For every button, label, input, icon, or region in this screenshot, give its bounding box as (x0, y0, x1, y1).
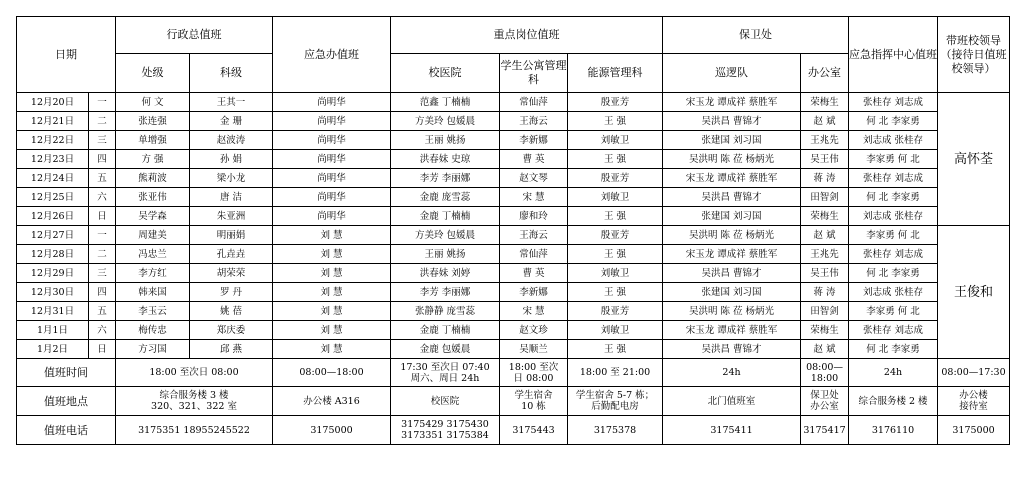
header-key-posts: 重点岗位值班 (391, 17, 663, 54)
cell-clinic: 方美玲 包媛晨 (391, 226, 500, 245)
header-clinic: 校医院 (391, 54, 500, 93)
cell-apt: 常仙萍 (500, 93, 568, 112)
cell-date: 12月25日 (17, 188, 89, 207)
cell-chu: 单增强 (116, 131, 190, 150)
cell-emg: 尚明华 (273, 150, 391, 169)
footer-leader-cell: 3175000 (938, 416, 1010, 445)
cell-energy: 王 强 (568, 245, 663, 264)
cell-office: 赵 斌 (801, 226, 849, 245)
table-row (17, 226, 1010, 245)
cell-office: 荣梅生 (801, 207, 849, 226)
cell-apt: 吴顺兰 (500, 340, 568, 359)
cell-patrol: 吴洪明 陈 莅 杨炳光 (663, 150, 801, 169)
cell-cmd: 李家勇 何 北 (849, 226, 938, 245)
cell-office: 吴王伟 (801, 264, 849, 283)
cell-cmd: 张桂存 刘志成 (849, 245, 938, 264)
cell-chu: 李方红 (116, 264, 190, 283)
cell-emg: 尚明华 (273, 131, 391, 150)
cell-apt: 王海云 (500, 226, 568, 245)
cell-emg: 刘 慧 (273, 302, 391, 321)
cell-date: 12月29日 (17, 264, 89, 283)
cell-office: 荣梅生 (801, 321, 849, 340)
cell-date: 12月21日 (17, 112, 89, 131)
footer-leader-cell: 办公楼 接待室 (938, 387, 1010, 416)
footer-clinic-cell: 17:30 至次日 07:40 周六、周日 24h (391, 359, 500, 387)
cell-ke: 郑庆委 (190, 321, 273, 340)
cell-patrol: 宋玉龙 谭成祥 蔡胜军 (663, 321, 801, 340)
table-row (17, 207, 1010, 226)
cell-emg: 刘 慧 (273, 321, 391, 340)
footer-cmd-cell: 3176110 (849, 416, 938, 445)
cell-apt: 王海云 (500, 112, 568, 131)
cell-office: 赵 斌 (801, 112, 849, 131)
cell-wd: 四 (89, 150, 116, 169)
duty-roster-table (16, 16, 1010, 445)
cell-emg: 尚明华 (273, 169, 391, 188)
footer-label: 值班时间 (17, 359, 116, 387)
cell-wd: 四 (89, 283, 116, 302)
cell-clinic: 张静静 庞雪蕊 (391, 302, 500, 321)
cell-cmd: 刘志成 张桂存 (849, 131, 938, 150)
cell-chu: 梅传忠 (116, 321, 190, 340)
cell-patrol: 张建国 刘习国 (663, 207, 801, 226)
cell-patrol: 吴洪昌 曹锦才 (663, 112, 801, 131)
footer-emg-cell: 办公楼 A316 (273, 387, 391, 416)
footer-apt-cell: 学生宿舍 10 栋 (500, 387, 568, 416)
cell-chu: 周建美 (116, 226, 190, 245)
header-admin-duty: 行政总值班 (116, 17, 273, 54)
cell-clinic: 王丽 姚扬 (391, 131, 500, 150)
table-row (17, 150, 1010, 169)
footer-emg-cell: 3175000 (273, 416, 391, 445)
cell-ke: 罗 丹 (190, 283, 273, 302)
cell-clinic: 金鹿 丁楠楠 (391, 207, 500, 226)
table-row (17, 283, 1010, 302)
cell-energy: 刘敏卫 (568, 321, 663, 340)
cell-cmd: 张桂存 刘志成 (849, 93, 938, 112)
cell-date: 12月23日 (17, 150, 89, 169)
cell-energy: 刘敏卫 (568, 264, 663, 283)
cell-office: 田智剑 (801, 302, 849, 321)
table-row (17, 245, 1010, 264)
cell-patrol: 宋玉龙 谭成祥 蔡胜军 (663, 93, 801, 112)
cell-office: 蒋 涛 (801, 283, 849, 302)
header-energy: 能源管理科 (568, 54, 663, 93)
cell-date: 12月30日 (17, 283, 89, 302)
cell-office: 田智剑 (801, 188, 849, 207)
cell-ke: 明丽娟 (190, 226, 273, 245)
cell-clinic: 金鹿 庞雪蕊 (391, 188, 500, 207)
cell-office: 吴王伟 (801, 150, 849, 169)
header-ke-level: 科级 (190, 54, 273, 93)
cell-energy: 殷亚芳 (568, 226, 663, 245)
cell-cmd: 张桂存 刘志成 (849, 169, 938, 188)
footer-patrol-cell: 北门值班室 (663, 387, 801, 416)
cell-date: 1月2日 (17, 340, 89, 359)
cell-clinic: 方美玲 包媛晨 (391, 112, 500, 131)
cell-energy: 刘敏卫 (568, 131, 663, 150)
cell-energy: 王 强 (568, 112, 663, 131)
footer-row-duty-location (17, 387, 1010, 416)
cell-clinic: 洪春妹 史琼 (391, 150, 500, 169)
cell-patrol: 吴洪昌 曹锦才 (663, 188, 801, 207)
cell-patrol: 宋玉龙 谭成祥 蔡胜军 (663, 245, 801, 264)
footer-emg-cell: 08:00—18:00 (273, 359, 391, 387)
cell-apt: 赵文琴 (500, 169, 568, 188)
cell-date: 1月1日 (17, 321, 89, 340)
cell-emg: 尚明华 (273, 207, 391, 226)
cell-chu: 李玉云 (116, 302, 190, 321)
cell-cmd: 何 北 李家勇 (849, 340, 938, 359)
footer-apt-cell: 18:00 至次 日 08:00 (500, 359, 568, 387)
header-chu-level: 处级 (116, 54, 190, 93)
cell-date: 12月31日 (17, 302, 89, 321)
footer-leader-cell: 08:00—17:30 (938, 359, 1010, 387)
table-row (17, 302, 1010, 321)
table-row (17, 340, 1010, 359)
header-apartment: 学生公寓管理科 (500, 54, 568, 93)
footer-patrol-cell: 3175411 (663, 416, 801, 445)
cell-wd: 六 (89, 321, 116, 340)
footer-patrol-cell: 24h (663, 359, 801, 387)
cell-ke: 赵波涛 (190, 131, 273, 150)
cell-wd: 三 (89, 264, 116, 283)
footer-row-duty-time (17, 359, 1010, 387)
cell-office: 蒋 涛 (801, 169, 849, 188)
header-leader: 带班校领导（接待日值班校领导） (938, 17, 1010, 93)
footer-admin-cell: 18:00 至次日 08:00 (116, 359, 273, 387)
cell-ke: 孙 娟 (190, 150, 273, 169)
cell-chu: 吴学森 (116, 207, 190, 226)
leader-cell: 高怀荃 (938, 93, 1010, 226)
cell-patrol: 吴洪明 陈 莅 杨炳光 (663, 302, 801, 321)
cell-cmd: 李家勇 何 北 (849, 150, 938, 169)
cell-wd: 五 (89, 169, 116, 188)
cell-apt: 曹 英 (500, 150, 568, 169)
footer-energy-cell: 3175378 (568, 416, 663, 445)
table-row (17, 188, 1010, 207)
cell-apt: 廖和玲 (500, 207, 568, 226)
cell-energy: 殷亚芳 (568, 302, 663, 321)
footer-label: 值班电话 (17, 416, 116, 445)
cell-date: 12月26日 (17, 207, 89, 226)
cell-apt: 李新娜 (500, 283, 568, 302)
cell-clinic: 李芳 李丽娜 (391, 283, 500, 302)
cell-wd: 二 (89, 112, 116, 131)
cell-date: 12月22日 (17, 131, 89, 150)
cell-apt: 赵文珍 (500, 321, 568, 340)
cell-date: 12月28日 (17, 245, 89, 264)
cell-chu: 冯忠兰 (116, 245, 190, 264)
cell-emg: 尚明华 (273, 93, 391, 112)
cell-ke: 金 珊 (190, 112, 273, 131)
cell-patrol: 吴洪昌 曹锦才 (663, 340, 801, 359)
cell-clinic: 洪春妹 刘婷 (391, 264, 500, 283)
footer-label: 值班地点 (17, 387, 116, 416)
footer-office-cell: 08:00— 18:00 (801, 359, 849, 387)
cell-ke: 朱亚洲 (190, 207, 273, 226)
cell-energy: 殷亚芳 (568, 169, 663, 188)
footer-energy-cell: 学生宿舍 5-7 栋； 后勤配电房 (568, 387, 663, 416)
cell-clinic: 范鑫 丁楠楠 (391, 93, 500, 112)
footer-admin-cell: 综合服务楼 3 楼 320、321、322 室 (116, 387, 273, 416)
table-row (17, 169, 1010, 188)
cell-wd: 日 (89, 340, 116, 359)
cell-energy: 殷亚芳 (568, 93, 663, 112)
cell-cmd: 李家勇 何 北 (849, 302, 938, 321)
cell-patrol: 张建国 刘习国 (663, 283, 801, 302)
cell-emg: 刘 慧 (273, 245, 391, 264)
cell-chu: 张亚伟 (116, 188, 190, 207)
cell-emg: 刘 慧 (273, 340, 391, 359)
cell-energy: 王 强 (568, 207, 663, 226)
cell-cmd: 刘志成 张桂存 (849, 283, 938, 302)
header-security-office: 办公室 (801, 54, 849, 93)
cell-apt: 李新娜 (500, 131, 568, 150)
cell-energy: 王 强 (568, 340, 663, 359)
cell-ke: 孔垚垚 (190, 245, 273, 264)
table-row (17, 112, 1010, 131)
header-emergency-office: 应急办值班 (273, 17, 391, 93)
table-row (17, 131, 1010, 150)
cell-patrol: 张建国 刘习国 (663, 131, 801, 150)
footer-cmd-cell: 综合服务楼 2 楼 (849, 387, 938, 416)
cell-clinic: 金鹿 包媛晨 (391, 340, 500, 359)
cell-apt: 曹 英 (500, 264, 568, 283)
table-row (17, 93, 1010, 112)
footer-cmd-cell: 24h (849, 359, 938, 387)
cell-wd: 日 (89, 207, 116, 226)
footer-energy-cell: 18:00 至 21:00 (568, 359, 663, 387)
cell-ke: 梁小龙 (190, 169, 273, 188)
cell-office: 赵 斌 (801, 340, 849, 359)
cell-office: 荣梅生 (801, 93, 849, 112)
footer-apt-cell: 3175443 (500, 416, 568, 445)
cell-wd: 三 (89, 131, 116, 150)
cell-emg: 刘 慧 (273, 283, 391, 302)
cell-patrol: 宋玉龙 谭成祥 蔡胜军 (663, 169, 801, 188)
header-patrol: 巡逻队 (663, 54, 801, 93)
cell-wd: 一 (89, 93, 116, 112)
cell-cmd: 刘志成 张桂存 (849, 207, 938, 226)
footer-row-duty-phone (17, 416, 1010, 445)
cell-chu: 何 文 (116, 93, 190, 112)
cell-ke: 王其一 (190, 93, 273, 112)
cell-chu: 方习国 (116, 340, 190, 359)
cell-apt: 宋 慧 (500, 188, 568, 207)
cell-emg: 尚明华 (273, 188, 391, 207)
cell-cmd: 何 北 李家勇 (849, 112, 938, 131)
cell-wd: 五 (89, 302, 116, 321)
cell-date: 12月24日 (17, 169, 89, 188)
cell-emg: 尚明华 (273, 112, 391, 131)
cell-ke: 胡荣荣 (190, 264, 273, 283)
cell-ke: 姚 蓓 (190, 302, 273, 321)
table-row (17, 321, 1010, 340)
cell-wd: 一 (89, 226, 116, 245)
cell-cmd: 何 北 李家勇 (849, 264, 938, 283)
cell-wd: 二 (89, 245, 116, 264)
leader-cell: 王俊和 (938, 226, 1010, 359)
footer-office-cell: 保卫处 办公室 (801, 387, 849, 416)
cell-cmd: 张桂存 刘志成 (849, 321, 938, 340)
cell-date: 12月20日 (17, 93, 89, 112)
cell-clinic: 王丽 姚扬 (391, 245, 500, 264)
cell-cmd: 何 北 李家勇 (849, 188, 938, 207)
cell-chu: 方 强 (116, 150, 190, 169)
footer-office-cell: 3175417 (801, 416, 849, 445)
header-security: 保卫处 (663, 17, 849, 54)
footer-admin-cell: 3175351 18955245522 (116, 416, 273, 445)
cell-apt: 宋 慧 (500, 302, 568, 321)
cell-chu: 张连强 (116, 112, 190, 131)
cell-wd: 六 (89, 188, 116, 207)
header-command-center: 应急指挥中心值班 (849, 17, 938, 93)
cell-energy: 王 强 (568, 150, 663, 169)
cell-date: 12月27日 (17, 226, 89, 245)
cell-chu: 韩来国 (116, 283, 190, 302)
footer-clinic-cell: 校医院 (391, 387, 500, 416)
cell-emg: 刘 慧 (273, 264, 391, 283)
cell-ke: 邱 燕 (190, 340, 273, 359)
cell-clinic: 金鹿 丁楠楠 (391, 321, 500, 340)
cell-clinic: 李芳 李丽娜 (391, 169, 500, 188)
cell-patrol: 吴洪明 陈 莅 杨炳光 (663, 226, 801, 245)
cell-emg: 刘 慧 (273, 226, 391, 245)
cell-chu: 熊莉波 (116, 169, 190, 188)
cell-ke: 唐 洁 (190, 188, 273, 207)
cell-apt: 常仙萍 (500, 245, 568, 264)
cell-energy: 王 强 (568, 283, 663, 302)
cell-energy: 刘敏卫 (568, 188, 663, 207)
cell-office: 王兆先 (801, 245, 849, 264)
header-date: 日期 (17, 17, 116, 93)
cell-office: 王兆先 (801, 131, 849, 150)
footer-clinic-cell: 3175429 3175430 3173351 3175384 (391, 416, 500, 445)
cell-patrol: 吴洪昌 曹锦才 (663, 264, 801, 283)
table-row (17, 264, 1010, 283)
